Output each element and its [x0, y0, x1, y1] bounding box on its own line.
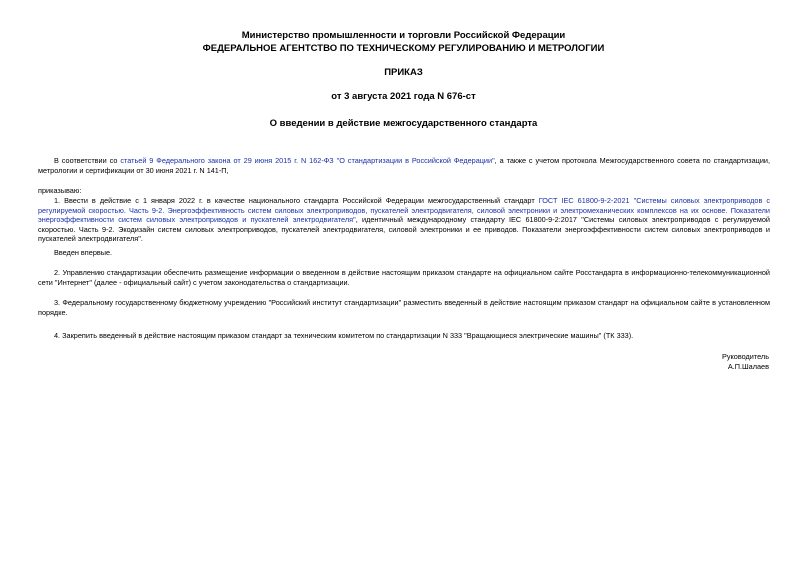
preamble-paragraph [38, 156, 770, 175]
item-2-paragraph [38, 268, 770, 287]
item-3-text: 3. Федеральному государственному бюджетному учреждению "Российский институт стандартизации" разместить введенный в действие настоящим приказом стандарт на официальном сайте в установленном порядке. [38, 298, 770, 317]
first-time-text: Введен впервые. [54, 248, 113, 257]
item-4-text: 4. Закрепить введенный в действие настоящим приказом стандарт за техническим комитетом по стандартизации N 333 "Вращающиеся электрические машины" (ТК 333). [54, 331, 634, 340]
law-link[interactable]: статьей 9 Федерального закона от 29 июня 2015 г. N 162-ФЗ "О стандартизации в Российской Федерации" [120, 156, 495, 165]
item-1-rest: , идентичный международному стандарту IEC 61800-9-2:2017 "Системы силовых электроприводов с регулируемой скоростью. Часть 9-2. Экодизайн систем силовых электроприводов, пускателей электродвигателя, силовой электроники и ее приводов. Показатели энергоэффективности систем силовых электроприводов и пускателей электродвигателя". [38, 215, 770, 244]
doc-date-number: от 3 августа 2021 года N 676-ст [331, 91, 476, 102]
signature-block [722, 352, 769, 372]
agency-title: ФЕДЕРАЛЬНОЕ АГЕНТСТВО ПО ТЕХНИЧЕСКОМУ РЕГУЛИРОВАНИЮ И МЕТРОЛОГИИ [202, 43, 605, 54]
item-1-lead: 1. Ввести в действие с 1 января 2022 г. в качестве национального стандарта Российской Федерации межгосударственный стандарт [54, 196, 539, 205]
ministry-title: Министерство промышленности и торговли Российской Федерации [241, 30, 566, 41]
order-word-text: приказываю: [38, 186, 82, 195]
preamble-lead: В соответствии со [54, 156, 121, 165]
item-4-paragraph [38, 331, 770, 341]
doc-type: ПРИКАЗ [384, 67, 423, 78]
signature-title: Руководитель [721, 352, 769, 361]
item-3-paragraph [38, 298, 770, 317]
doc-subject: О введении в действие межгосударственного стандарта [269, 118, 538, 129]
order-word [38, 186, 770, 196]
item-2-text: 2. Управлению стандартизации обеспечить размещение информации о введенном в действие настоящим приказом стандарте на официальном сайте Росстандарта в информационно-телекоммуникационной сети "Интернет" (далее - официальный сайт) с учетом законодательства о стандартизации. [38, 268, 770, 287]
preamble-rest: , а также с учетом протокола Межгосударственного совета по стандартизации, метрологии и сертификации от 30 июня 2021 г. N 141-П, [38, 156, 771, 175]
gost-link[interactable]: ГОСТ IEC 61800-9-2-2021 "Системы силовых электроприводов с регулируемой скоростью. Часть 9-2. Энергоэффективность систем силовых электроприводов, пускателей электродвигателя, силовой электроники и электромеханических комплексов на их основе. Показатели энергоэффективности систем силовых электроприводов и пускателей электродвигателя" [38, 196, 770, 225]
first-time-note [38, 248, 770, 258]
signature-name: А.П.Шалаев [727, 362, 769, 371]
item-1-paragraph [38, 196, 770, 244]
